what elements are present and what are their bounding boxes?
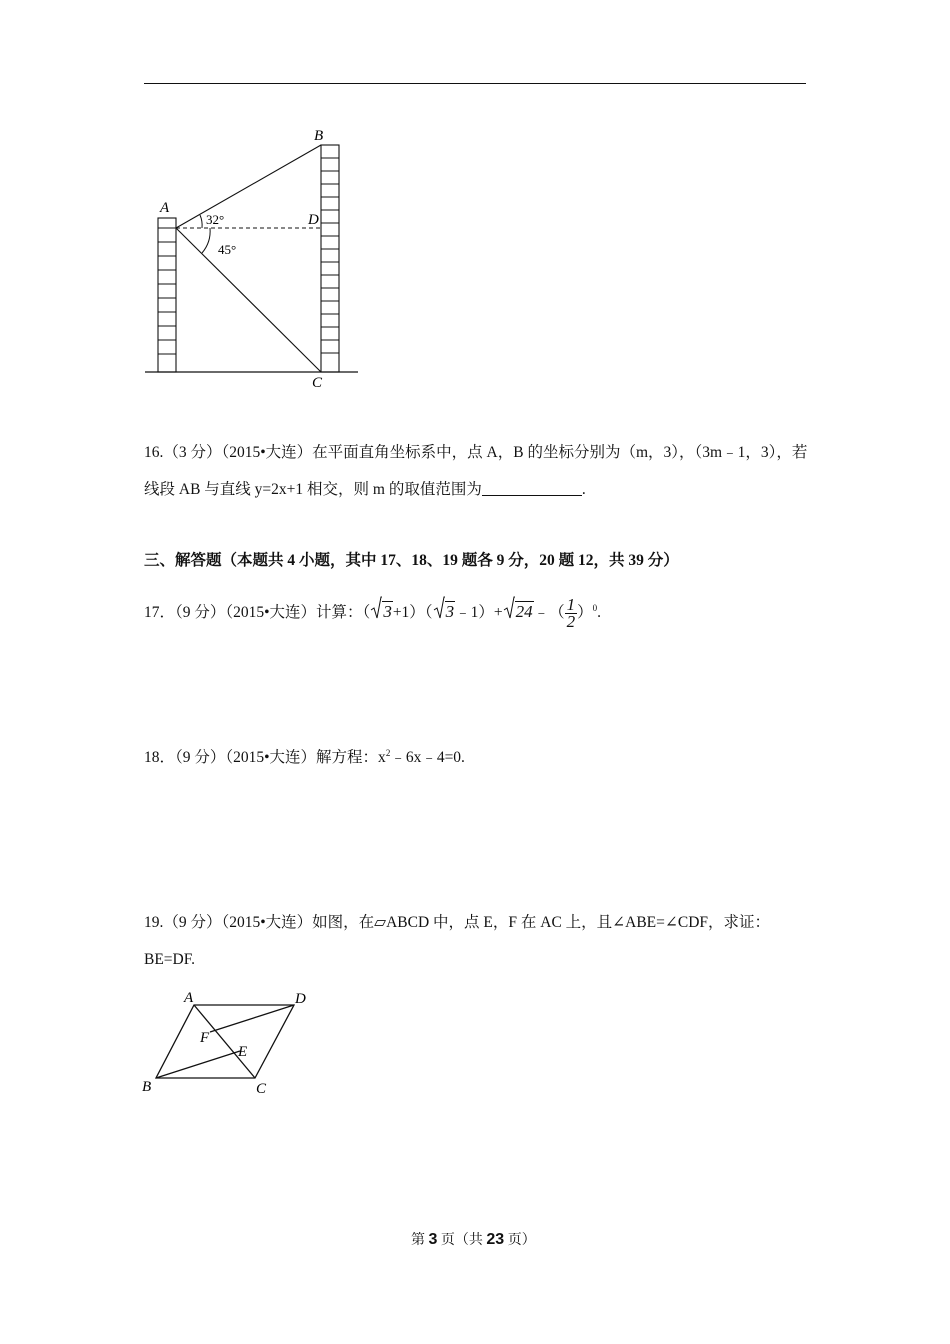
angle-label-32: 32° [206, 212, 225, 227]
line-AB [176, 145, 321, 228]
label-A: A [160, 200, 170, 216]
q18-suffix: ﹣6x﹣4=0. [390, 749, 465, 767]
footer-total-pages: 23 [486, 1231, 505, 1248]
q17-part4: ） [577, 604, 593, 622]
section-3-title: 三、解答题（本题共 4 小题，其中 17、18、19 题各 9 分，20 题 12，共 39 分） [144, 552, 679, 569]
q17-part3: ﹣（ [533, 604, 565, 622]
fraction-numerator: 1 [566, 595, 576, 615]
question-16-text: 线段 AB 与直线 y=2x+1 相交，则 m 的取值范围为 [144, 481, 482, 498]
label-E: E [238, 1044, 248, 1060]
label-F: F [200, 1030, 210, 1046]
footer-suffix: 页） [504, 1233, 536, 1248]
question-16-line1: 16.（3 分）（2015•大连）在平面直角坐标系中，点 A，B 的坐标分别为（m，3），（3m﹣1，3），若 [144, 444, 808, 461]
line-AC [176, 228, 321, 372]
fraction-one-half [565, 597, 578, 630]
parallelogram-figure [140, 988, 320, 1098]
angle-arc-bottom [202, 228, 210, 253]
question-19-line2: BE=DF. [144, 951, 195, 968]
label-A: A [184, 990, 194, 1006]
question-17 [144, 595, 601, 630]
angle-arc-top [200, 215, 202, 228]
footer-page-number: 3 [428, 1231, 438, 1248]
label-C: C [312, 375, 323, 391]
right-building [321, 145, 339, 372]
q17-end: . [597, 604, 601, 622]
q17-part1: +1）（ [392, 604, 433, 622]
q17-exponent: 0 [592, 603, 598, 613]
answer-blank[interactable] [482, 481, 582, 496]
q17-part2: ﹣1）+ [455, 604, 503, 622]
label-B: B [314, 128, 324, 144]
sqrt-24 [503, 599, 534, 626]
label-D: D [308, 212, 319, 228]
question-16-period: . [581, 481, 586, 498]
header-rule [144, 83, 806, 84]
question-16-line2 [144, 480, 586, 500]
label-C: C [256, 1081, 267, 1097]
left-building [158, 218, 176, 372]
sqrt-3-a [370, 599, 393, 626]
radicand-3-a: 3 [383, 602, 392, 622]
page-footer [411, 1229, 536, 1249]
radicand-3-b: 3 [445, 602, 455, 622]
building-figure [140, 120, 370, 395]
q18-prefix: 18．（9 分）（2015•大连）解方程：x [144, 749, 386, 767]
fraction-denominator: 2 [566, 612, 576, 632]
angle-label-45: 45° [218, 242, 237, 257]
sqrt-3-b [433, 599, 456, 626]
footer-middle: 页（共 [437, 1233, 487, 1248]
question-19-line1: 19.（9 分）（2015•大连）如图，在▱ABCD 中，点 E，F 在 AC 上，且∠ABE=∠CDF，求证： [144, 914, 771, 931]
radicand-24: 24 [515, 602, 533, 622]
q17-prefix: 17．（9 分）（2015•大连）计算：（ [144, 604, 371, 622]
question-18 [144, 743, 465, 768]
q18-exponent: 2 [385, 748, 391, 758]
label-B: B [142, 1079, 152, 1095]
label-D: D [295, 991, 306, 1007]
footer-prefix: 第 [411, 1233, 429, 1248]
